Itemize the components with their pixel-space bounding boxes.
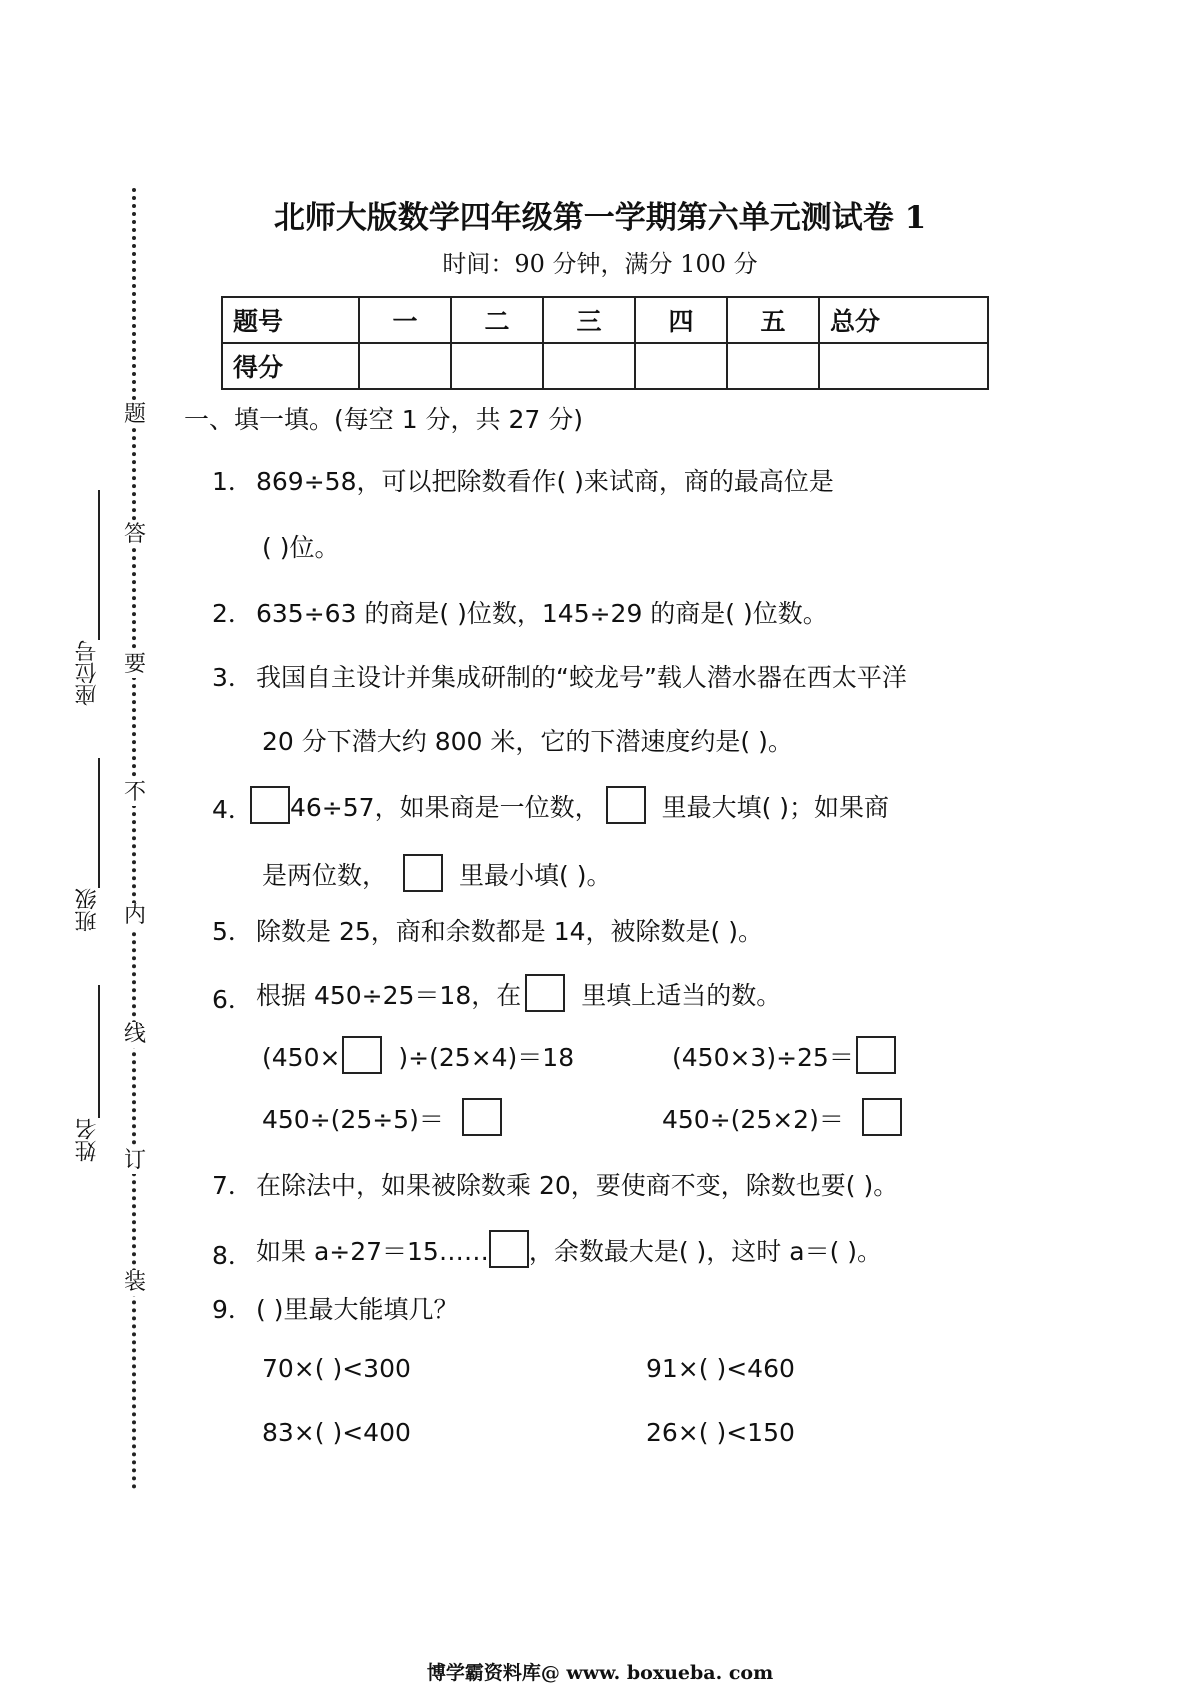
- question-text: 如果 a÷27＝15……: [256, 1237, 489, 1266]
- exam-time-info: 时间：90 分钟，满分 100 分: [442, 250, 758, 278]
- score-table-cell: 总分: [819, 297, 988, 343]
- inequality-item: 70×( )<300: [262, 1354, 411, 1383]
- answer-box[interactable]: [489, 1230, 529, 1268]
- equation-text: 450÷(25÷5)＝: [262, 1105, 444, 1134]
- footer-watermark: 博学霸资料库@ www. boxueba. com: [426, 1662, 774, 1684]
- question-text: 里填上适当的数。: [581, 981, 782, 1010]
- equation-line: [672, 1036, 896, 1074]
- question-text: 里最大填( )；如果商: [661, 793, 890, 822]
- seat-underline: [98, 490, 100, 640]
- margin-warning-char: 装: [123, 1270, 146, 1295]
- question-number: 7．: [212, 1171, 253, 1200]
- answer-box[interactable]: [525, 974, 565, 1012]
- seat-label: 座位号: [75, 640, 100, 706]
- score-row-label: 得分: [222, 343, 359, 389]
- score-table-cell: 一: [359, 297, 451, 343]
- question-number: 1．: [212, 467, 253, 496]
- question-text: ( )里最大能填几？: [256, 1295, 459, 1324]
- answer-box[interactable]: [403, 854, 443, 892]
- section-heading: 一、填一填。(每空 1 分，共 27 分): [184, 405, 584, 434]
- equation-text: (450×3)÷25＝: [672, 1043, 854, 1072]
- score-input-cell[interactable]: [819, 343, 988, 389]
- answer-box[interactable]: [606, 786, 646, 824]
- question-number: 3．: [212, 663, 253, 692]
- answer-box[interactable]: [342, 1036, 382, 1074]
- question-text: 869÷58，可以把除数看作( )来试商，商的最高位是: [256, 467, 834, 496]
- question-text: 20 分下潜大约 800 米，它的下潜速度约是( )。: [262, 727, 793, 756]
- answer-box[interactable]: [462, 1098, 502, 1136]
- equation-line: [262, 1098, 502, 1136]
- name-label: 姓名: [75, 1118, 100, 1162]
- question-number: 2．: [212, 599, 253, 628]
- score-input-cell[interactable]: [451, 343, 543, 389]
- margin-warning-char: 不: [123, 780, 146, 805]
- question-number: 5．: [212, 917, 253, 946]
- margin-warning-char: 答: [123, 522, 146, 547]
- margin-warning-char: 线: [123, 1022, 146, 1047]
- question-text: 我国自主设计并集成研制的“蛟龙号”载人潜水器在西太平洋: [256, 663, 907, 692]
- score-input-cell[interactable]: [727, 343, 819, 389]
- score-table-cell: 三: [543, 297, 635, 343]
- question-line: [256, 974, 781, 1012]
- margin-warning-char: 订: [123, 1148, 146, 1173]
- answer-box[interactable]: [856, 1036, 896, 1074]
- margin-warning-char: 要: [123, 652, 146, 677]
- question-line: [256, 1230, 882, 1268]
- question-number: 4．: [212, 795, 253, 824]
- score-input-cell[interactable]: [635, 343, 727, 389]
- inequality-item: 26×( )<150: [646, 1418, 795, 1447]
- question-text: 除数是 25，商和余数都是 14，被除数是( )。: [256, 917, 763, 946]
- question-line: [262, 854, 611, 892]
- margin-warning-char: 内: [123, 903, 146, 928]
- score-table-cell: 题号: [222, 297, 359, 343]
- class-label: 班级: [75, 888, 100, 932]
- question-text: 里最小填( )。: [459, 861, 612, 890]
- class-underline: [98, 758, 100, 888]
- score-input-cell[interactable]: [359, 343, 451, 389]
- question-text: ，余数最大是( )，这时 a＝( )。: [528, 1237, 883, 1266]
- equation-text: )÷(25×4)＝18: [398, 1043, 575, 1072]
- score-table-score-row: [222, 343, 988, 389]
- score-table-header-row: [222, 297, 988, 343]
- score-table: [221, 296, 989, 390]
- score-table-cell: 二: [451, 297, 543, 343]
- equation-line: [662, 1098, 902, 1136]
- question-number: 6．: [212, 985, 253, 1014]
- page-title: 北师大版数学四年级第一学期第六单元测试卷 1: [273, 200, 927, 236]
- inequality-item: 83×( )<400: [262, 1418, 411, 1447]
- score-table-cell: 四: [635, 297, 727, 343]
- question-number: 8．: [212, 1241, 253, 1270]
- equation-line: [262, 1036, 574, 1074]
- equation-text: (450×: [262, 1043, 341, 1072]
- equation-text: 450÷(25×2)＝: [662, 1105, 844, 1134]
- question-line: [250, 786, 889, 824]
- answer-box[interactable]: [862, 1098, 902, 1136]
- inequality-item: 91×( )<460: [646, 1354, 795, 1383]
- question-text: 根据 450÷25＝18，在: [256, 981, 522, 1010]
- question-text: 635÷63 的商是( )位数，145÷29 的商是( )位数。: [256, 599, 828, 628]
- margin-warning-char: 题: [123, 402, 146, 427]
- answer-box[interactable]: [250, 786, 290, 824]
- question-text: 在除法中，如果被除数乘 20，要使商不变，除数也要( )。: [256, 1171, 899, 1200]
- question-number: 9．: [212, 1295, 253, 1324]
- question-text: 是两位数，: [262, 861, 388, 890]
- question-text: 46÷57，如果商是一位数，: [290, 793, 600, 822]
- score-table-cell: 五: [727, 297, 819, 343]
- question-text: ( )位。: [262, 533, 340, 562]
- name-underline: [98, 985, 100, 1118]
- score-input-cell[interactable]: [543, 343, 635, 389]
